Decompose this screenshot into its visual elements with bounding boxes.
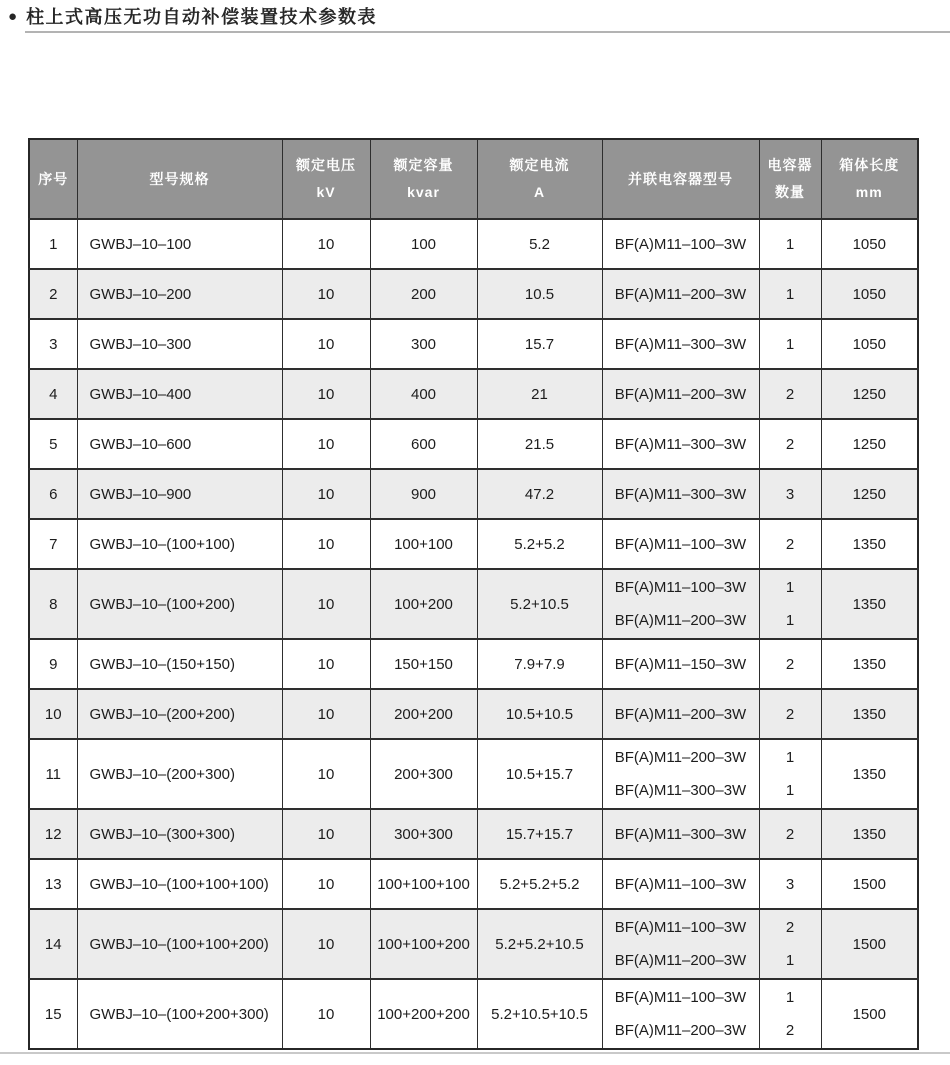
cell-box-length: 1250 bbox=[821, 369, 918, 419]
cell-model: GWBJ–10–100 bbox=[77, 219, 282, 269]
cell-current: 5.2+5.2+5.2 bbox=[477, 859, 602, 909]
cell-capacity: 600 bbox=[370, 419, 477, 469]
cell-capacitor-qty-line: 1 bbox=[785, 952, 795, 969]
cell-voltage: 10 bbox=[282, 639, 370, 689]
cell-capacitor-qty-line: 1 bbox=[785, 749, 795, 766]
cell-box-length: 1050 bbox=[821, 269, 918, 319]
header-cell-model: 型号规格 bbox=[77, 139, 282, 219]
page-title: 柱上式高压无功自动补偿装置技术参数表 bbox=[26, 7, 378, 27]
cell-box-length: 1350 bbox=[821, 569, 918, 639]
cell-voltage: 10 bbox=[282, 469, 370, 519]
cell-voltage: 10 bbox=[282, 909, 370, 979]
cell-no: 11 bbox=[29, 739, 77, 809]
cell-model: GWBJ–10–200 bbox=[77, 269, 282, 319]
cell-capacitor-qty: 1 bbox=[759, 319, 821, 369]
cell-capacitor-model-line: BF(A)M11–100–3W bbox=[614, 989, 747, 1006]
cell-current: 7.9+7.9 bbox=[477, 639, 602, 689]
cell-model: GWBJ–10–(100+100+100) bbox=[77, 859, 282, 909]
cell-capacity: 200 bbox=[370, 269, 477, 319]
cell-capacitor-qty: 3 bbox=[759, 469, 821, 519]
cell-capacity: 100+100+200 bbox=[370, 909, 477, 979]
page-header bbox=[8, 3, 377, 29]
cell-capacitor-model-line: BF(A)M11–100–3W bbox=[614, 919, 747, 936]
cell-box-length: 1500 bbox=[821, 859, 918, 909]
cell-no: 3 bbox=[29, 319, 77, 369]
cell-no: 15 bbox=[29, 979, 77, 1049]
cell-capacitor-qty-line: 2 bbox=[785, 1022, 795, 1039]
cell-box-length: 1250 bbox=[821, 469, 918, 519]
bullet-icon: ● bbox=[8, 7, 18, 25]
table-row bbox=[29, 979, 918, 1049]
cell-capacitor-model-line: BF(A)M11–200–3W bbox=[614, 749, 747, 766]
header-cell-capacitor-model: 并联电容器型号 bbox=[602, 139, 759, 219]
header-cell-box-length: 箱体长度 mm bbox=[821, 139, 918, 219]
cell-capacitor-qty bbox=[759, 909, 821, 979]
header-cell-no: 序号 bbox=[29, 139, 77, 219]
cell-no: 12 bbox=[29, 809, 77, 859]
cell-current: 10.5+10.5 bbox=[477, 689, 602, 739]
cell-capacity: 100+200+200 bbox=[370, 979, 477, 1049]
cell-capacitor-model: BF(A)M11–300–3W bbox=[602, 469, 759, 519]
cell-box-length: 1500 bbox=[821, 979, 918, 1049]
table-row bbox=[29, 469, 918, 519]
cell-voltage: 10 bbox=[282, 319, 370, 369]
cell-model: GWBJ–10–(150+150) bbox=[77, 639, 282, 689]
cell-capacitor-qty-line: 1 bbox=[785, 989, 795, 1006]
cell-capacitor-qty: 2 bbox=[759, 689, 821, 739]
cell-current: 5.2+10.5 bbox=[477, 569, 602, 639]
header-cell-voltage: 额定电压 kV bbox=[282, 139, 370, 219]
technical-parameters-table bbox=[28, 138, 919, 1050]
cell-capacitor-model-line: BF(A)M11–200–3W bbox=[614, 1022, 747, 1039]
cell-model: GWBJ–10–(200+200) bbox=[77, 689, 282, 739]
table-row bbox=[29, 639, 918, 689]
cell-capacity: 100 bbox=[370, 219, 477, 269]
cell-current: 21 bbox=[477, 369, 602, 419]
cell-capacitor-model: BF(A)M11–150–3W bbox=[602, 639, 759, 689]
cell-capacity: 300 bbox=[370, 319, 477, 369]
cell-current: 5.2 bbox=[477, 219, 602, 269]
cell-capacitor-model bbox=[602, 979, 759, 1049]
cell-capacitor-model bbox=[602, 569, 759, 639]
cell-voltage: 10 bbox=[282, 269, 370, 319]
cell-no: 2 bbox=[29, 269, 77, 319]
cell-model: GWBJ–10–(100+200+300) bbox=[77, 979, 282, 1049]
cell-voltage: 10 bbox=[282, 419, 370, 469]
table-row bbox=[29, 909, 918, 979]
cell-current: 5.2+10.5+10.5 bbox=[477, 979, 602, 1049]
cell-capacitor-qty-line: 1 bbox=[785, 782, 795, 799]
header-cell-capacity: 额定容量 kvar bbox=[370, 139, 477, 219]
cell-capacitor-model: BF(A)M11–300–3W bbox=[602, 809, 759, 859]
cell-capacity: 200+200 bbox=[370, 689, 477, 739]
cell-box-length: 1350 bbox=[821, 519, 918, 569]
header-cell-current: 额定电流 A bbox=[477, 139, 602, 219]
cell-capacitor-model-line: BF(A)M11–200–3W bbox=[614, 952, 747, 969]
cell-capacitor-model: BF(A)M11–100–3W bbox=[602, 519, 759, 569]
cell-current: 15.7+15.7 bbox=[477, 809, 602, 859]
cell-capacitor-model: BF(A)M11–200–3W bbox=[602, 269, 759, 319]
cell-box-length: 1350 bbox=[821, 639, 918, 689]
cell-capacity: 900 bbox=[370, 469, 477, 519]
cell-model: GWBJ–10–(300+300) bbox=[77, 809, 282, 859]
cell-voltage: 10 bbox=[282, 809, 370, 859]
cell-model: GWBJ–10–600 bbox=[77, 419, 282, 469]
cell-model: GWBJ–10–(100+100) bbox=[77, 519, 282, 569]
cell-voltage: 10 bbox=[282, 219, 370, 269]
table-row bbox=[29, 569, 918, 639]
cell-box-length: 1250 bbox=[821, 419, 918, 469]
cell-current: 10.5+15.7 bbox=[477, 739, 602, 809]
table-row bbox=[29, 739, 918, 809]
cell-capacitor-model-line: BF(A)M11–300–3W bbox=[614, 782, 747, 799]
table-row bbox=[29, 269, 918, 319]
cell-capacitor-qty: 2 bbox=[759, 639, 821, 689]
cell-box-length: 1350 bbox=[821, 689, 918, 739]
cell-no: 1 bbox=[29, 219, 77, 269]
cell-capacity: 200+300 bbox=[370, 739, 477, 809]
table-row bbox=[29, 859, 918, 909]
cell-model: GWBJ–10–(200+300) bbox=[77, 739, 282, 809]
cell-capacitor-model-line: BF(A)M11–200–3W bbox=[614, 612, 747, 629]
cell-current: 10.5 bbox=[477, 269, 602, 319]
cell-voltage: 10 bbox=[282, 519, 370, 569]
cell-model: GWBJ–10–(100+100+200) bbox=[77, 909, 282, 979]
cell-no: 14 bbox=[29, 909, 77, 979]
cell-capacitor-qty: 2 bbox=[759, 369, 821, 419]
cell-capacity: 400 bbox=[370, 369, 477, 419]
cell-current: 5.2+5.2 bbox=[477, 519, 602, 569]
cell-no: 13 bbox=[29, 859, 77, 909]
cell-box-length: 1350 bbox=[821, 809, 918, 859]
cell-capacitor-qty-line: 1 bbox=[785, 612, 795, 629]
cell-no: 6 bbox=[29, 469, 77, 519]
cell-no: 10 bbox=[29, 689, 77, 739]
cell-capacitor-model: BF(A)M11–300–3W bbox=[602, 319, 759, 369]
cell-capacitor-qty: 2 bbox=[759, 419, 821, 469]
cell-model: GWBJ–10–300 bbox=[77, 319, 282, 369]
cell-capacitor-qty-line: 2 bbox=[785, 919, 795, 936]
cell-no: 7 bbox=[29, 519, 77, 569]
cell-capacitor-qty bbox=[759, 979, 821, 1049]
cell-box-length: 1050 bbox=[821, 319, 918, 369]
cell-capacitor-qty: 1 bbox=[759, 219, 821, 269]
cell-capacitor-model bbox=[602, 909, 759, 979]
cell-box-length: 1350 bbox=[821, 739, 918, 809]
cell-no: 8 bbox=[29, 569, 77, 639]
cell-capacitor-qty: 2 bbox=[759, 809, 821, 859]
cell-voltage: 10 bbox=[282, 569, 370, 639]
cell-no: 4 bbox=[29, 369, 77, 419]
header-cell-capacitor-qty: 电容器 数量 bbox=[759, 139, 821, 219]
cell-capacitor-model: BF(A)M11–300–3W bbox=[602, 419, 759, 469]
cell-box-length: 1050 bbox=[821, 219, 918, 269]
bottom-divider bbox=[0, 1052, 950, 1054]
table-row bbox=[29, 809, 918, 859]
cell-current: 47.2 bbox=[477, 469, 602, 519]
cell-capacitor-model-line: BF(A)M11–100–3W bbox=[614, 579, 747, 596]
cell-capacity: 100+100+100 bbox=[370, 859, 477, 909]
cell-capacity: 100+100 bbox=[370, 519, 477, 569]
cell-capacitor-model: BF(A)M11–100–3W bbox=[602, 859, 759, 909]
cell-current: 15.7 bbox=[477, 319, 602, 369]
cell-voltage: 10 bbox=[282, 369, 370, 419]
table-body bbox=[29, 219, 918, 1049]
cell-capacitor-qty bbox=[759, 739, 821, 809]
cell-voltage: 10 bbox=[282, 689, 370, 739]
cell-current: 5.2+5.2+10.5 bbox=[477, 909, 602, 979]
cell-no: 9 bbox=[29, 639, 77, 689]
table-row bbox=[29, 689, 918, 739]
cell-capacity: 150+150 bbox=[370, 639, 477, 689]
cell-capacitor-model: BF(A)M11–200–3W bbox=[602, 369, 759, 419]
title-divider bbox=[25, 31, 950, 33]
table-row bbox=[29, 519, 918, 569]
cell-capacitor-qty: 1 bbox=[759, 269, 821, 319]
cell-box-length: 1500 bbox=[821, 909, 918, 979]
cell-capacity: 300+300 bbox=[370, 809, 477, 859]
cell-voltage: 10 bbox=[282, 979, 370, 1049]
table-row bbox=[29, 219, 918, 269]
cell-voltage: 10 bbox=[282, 739, 370, 809]
cell-model: GWBJ–10–(100+200) bbox=[77, 569, 282, 639]
cell-model: GWBJ–10–400 bbox=[77, 369, 282, 419]
table-head-row bbox=[29, 139, 918, 219]
cell-voltage: 10 bbox=[282, 859, 370, 909]
cell-capacitor-model: BF(A)M11–100–3W bbox=[602, 219, 759, 269]
cell-model: GWBJ–10–900 bbox=[77, 469, 282, 519]
cell-capacitor-qty bbox=[759, 569, 821, 639]
cell-capacitor-model bbox=[602, 739, 759, 809]
cell-no: 5 bbox=[29, 419, 77, 469]
cell-capacitor-model: BF(A)M11–200–3W bbox=[602, 689, 759, 739]
cell-capacitor-qty-line: 1 bbox=[785, 579, 795, 596]
cell-capacitor-qty: 2 bbox=[759, 519, 821, 569]
table-row bbox=[29, 319, 918, 369]
cell-capacitor-qty: 3 bbox=[759, 859, 821, 909]
cell-current: 21.5 bbox=[477, 419, 602, 469]
cell-capacity: 100+200 bbox=[370, 569, 477, 639]
table-row bbox=[29, 369, 918, 419]
table-row bbox=[29, 419, 918, 469]
